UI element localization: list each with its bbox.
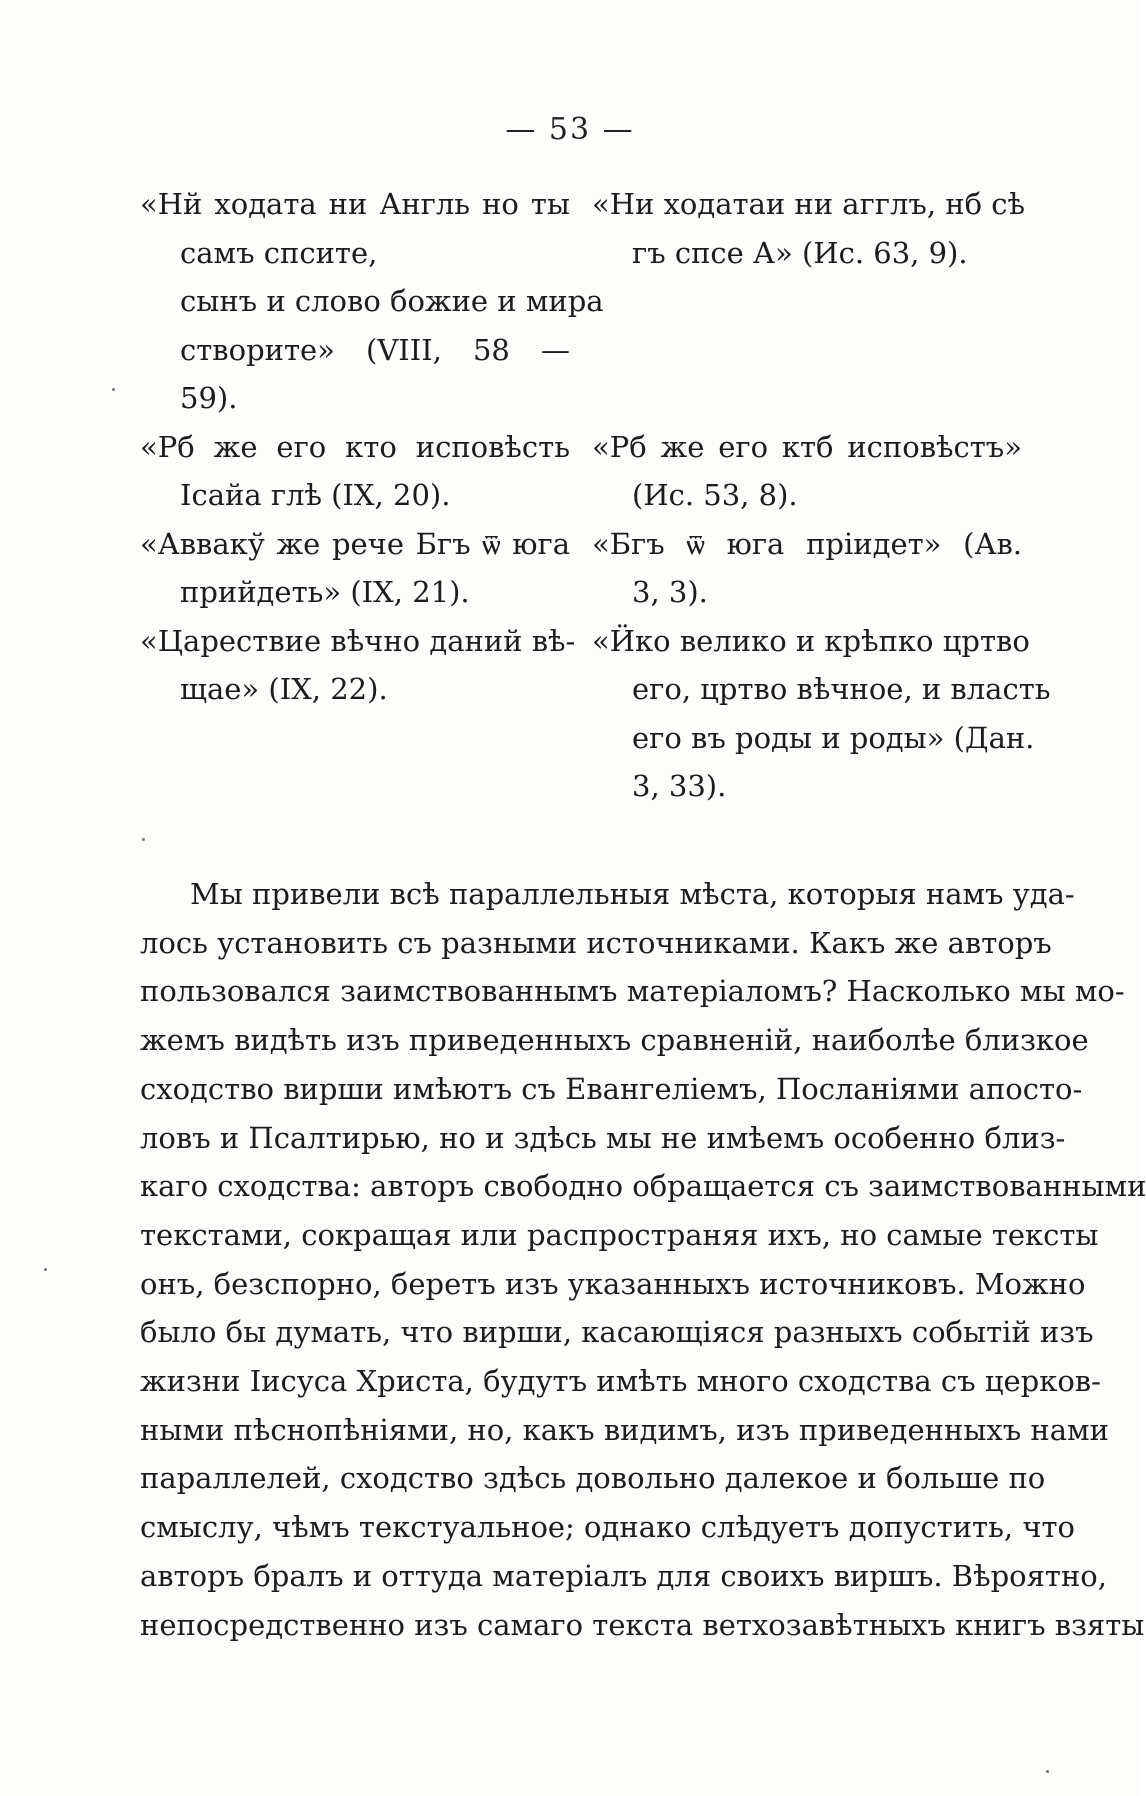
paragraph-line: пользовался заимствованнымъ матеріаломъ? Насколько мы мо- — [140, 974, 1125, 1009]
quote-line: гъ спсе А» (Ис. 63, 9). — [632, 235, 968, 270]
right-quote-1 — [592, 180, 1026, 277]
quote-line: его, цртво вѣчное, и власть — [632, 672, 1051, 706]
left-column — [140, 180, 604, 714]
spacer — [592, 374, 1022, 423]
quote-line: «Ӥко велико и крѣпко цртво — [592, 623, 1030, 658]
paragraph-line: параллелей, сходство здѣсь довольно далекое и больше по — [140, 1461, 1046, 1496]
paragraph-line: было бы думать, что вирши, касающіяся разныхъ событій изъ — [140, 1315, 1094, 1350]
paragraph-line: ными пѣснопѣніями, но, какъ видимъ, изъ приведенныхъ нами — [140, 1412, 1109, 1447]
left-quote-1 — [140, 180, 604, 423]
quote-line: 59). — [180, 381, 238, 415]
paragraph-line: авторъ бралъ и оттуда матеріалъ для своихъ виршъ. Вѣроятно, — [140, 1558, 1107, 1593]
quote-line: сынъ и слово божие и мира — [180, 284, 604, 318]
scan-speck — [112, 388, 115, 391]
scan-speck — [44, 1268, 47, 1271]
paragraph-line: жизни Іисуса Христа, будутъ имѣть много сходства съ церков- — [140, 1364, 1101, 1399]
page-number: — 53 — — [505, 112, 635, 147]
quote-line: Ісайа глѣ (IX, 20). — [180, 478, 451, 512]
left-quote-4 — [140, 617, 576, 714]
quote-line: самъ спсите, — [180, 235, 378, 270]
parallel-columns — [140, 180, 1051, 820]
left-quote-2 — [140, 423, 570, 520]
paragraph-line: каго сходства: авторъ свободно обращается съ заимствованными — [140, 1169, 1146, 1204]
quote-line: его въ роды и роды» (Дан. — [632, 720, 1035, 755]
paragraph-line: Мы привели всѣ параллельныя мѣста, которыя намъ уда- — [190, 877, 1075, 911]
right-quote-3 — [592, 520, 1022, 617]
body-paragraph — [140, 870, 1146, 1649]
right-column — [592, 180, 1051, 811]
quote-line: «Царествие вѣчно даний вѣ- — [140, 623, 576, 658]
paragraph-line: текстами, сокращая или распространяя ихъ, но самые тексты — [140, 1217, 1099, 1252]
spacer — [592, 277, 1022, 326]
quote-line: «Аввакў же рече Бгъ ѿ юга — [140, 526, 570, 561]
quote-line: щае» (IX, 22). — [180, 672, 388, 706]
quote-line: створите» (VIII, 58 — — [180, 332, 570, 367]
paragraph-line: жемъ видѣть изъ приведенныхъ сравненій, наиболѣе близкое — [140, 1023, 1089, 1058]
quote-line: «Нй ходата ни Англь но ты — [140, 187, 570, 221]
quote-line: 3, 3). — [632, 575, 708, 609]
quote-line: «Бгъ ѿ юга пріидет» (Ав. — [592, 526, 1022, 561]
paragraph-line: ловъ и Псалтирью, но и здѣсь мы не имѣемъ особенно близ- — [140, 1120, 1066, 1155]
quote-line: 3, 33). — [632, 769, 727, 803]
paragraph-line: сходство вирши имѣютъ съ Евангеліемъ, Посланіями апосто- — [140, 1071, 1083, 1106]
paragraph-line: лось установить съ разными источниками. Какъ же авторъ — [140, 925, 1052, 960]
paragraph-line: смыслу, чѣмъ текстуальное; однако слѣдуетъ допустить, что — [140, 1510, 1075, 1545]
paragraph-line: непосредственно изъ самаго текста ветхозавѣтныхъ книгъ взяты — [140, 1607, 1145, 1642]
quote-line: (Ис. 53, 8). — [632, 478, 798, 512]
left-quote-3 — [140, 520, 570, 617]
quote-line: «Рб же его ктб исповѣстъ» — [592, 429, 1022, 464]
quote-line: «Рб же его кто исповѣсть — [140, 429, 570, 464]
quote-line: «Ни ходатаи ни агглъ, нб сѣ — [592, 187, 1026, 221]
right-quote-4 — [592, 617, 1051, 811]
paragraph-line: онъ, безспорно, беретъ изъ указанныхъ источниковъ. Можно — [140, 1266, 1086, 1301]
right-quote-2 — [592, 423, 1022, 520]
scan-speck — [1046, 1770, 1049, 1773]
spacer — [592, 326, 1022, 375]
scan-speck — [142, 838, 145, 841]
quote-line: прийдеть» (IX, 21). — [180, 575, 470, 609]
